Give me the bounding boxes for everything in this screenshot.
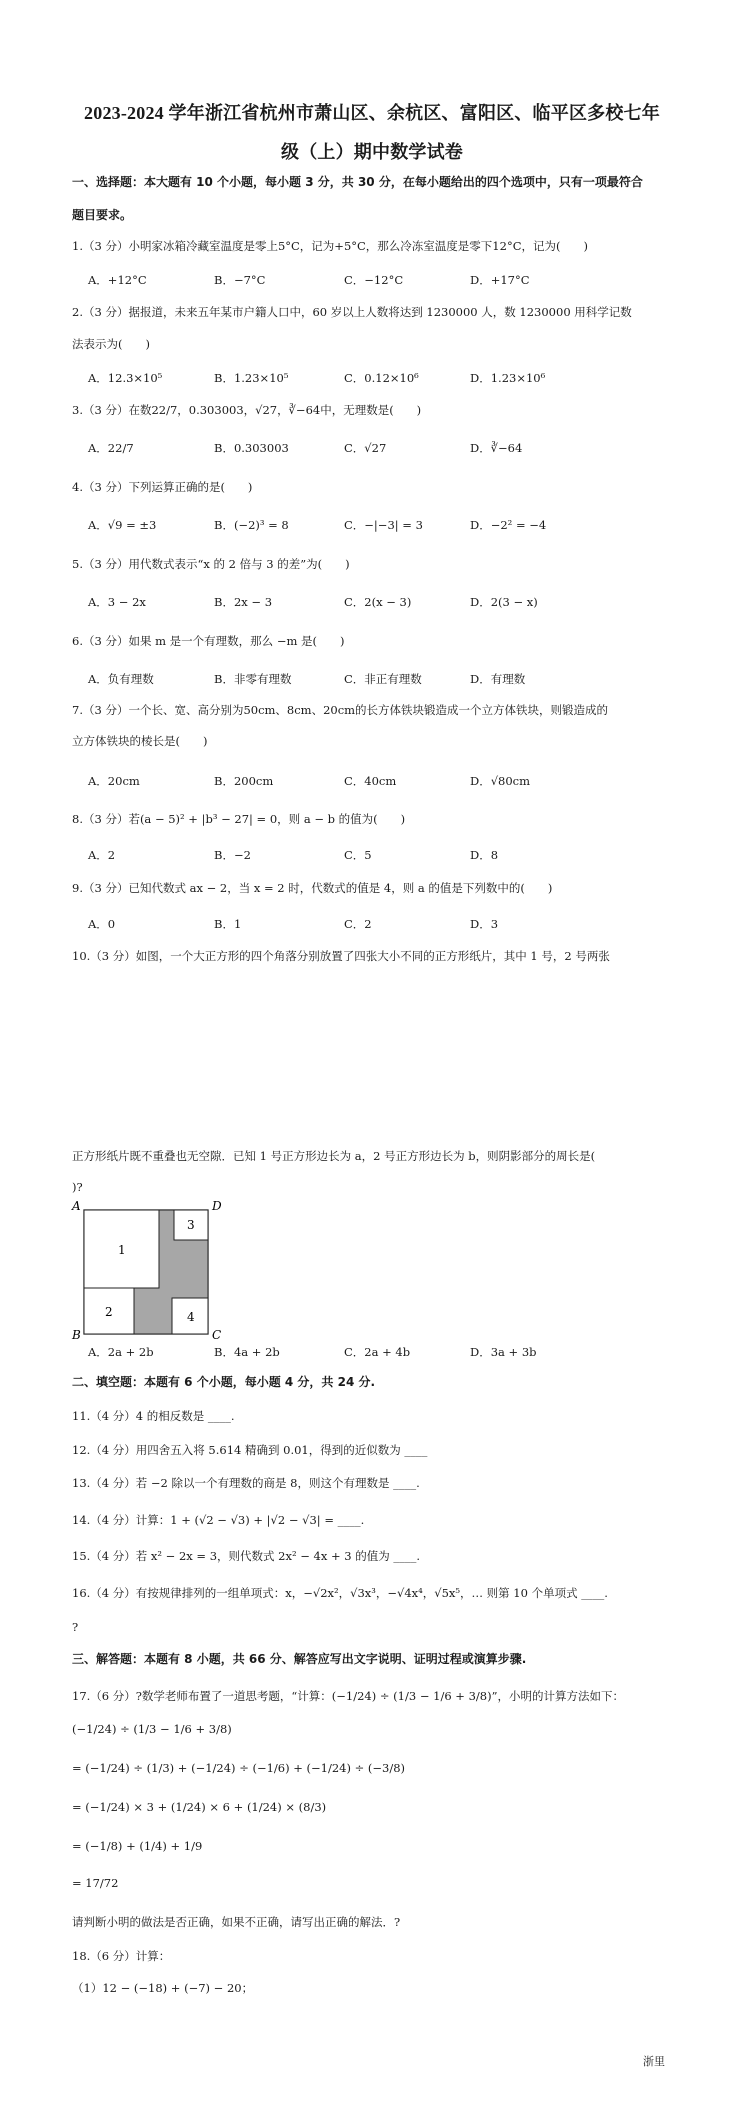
q10-option-b: B．4a + 2b xyxy=(214,1345,280,1359)
q9-option-b: B．1 xyxy=(214,917,242,931)
q8-option-a: A．2 xyxy=(88,848,116,862)
q6-option-d: D．有理数 xyxy=(470,672,526,686)
q2-option-a: A．12.3×10⁵ xyxy=(88,371,163,385)
q9-option-a: A．0 xyxy=(88,917,116,931)
q17-step-3: = (−1/24) × 3 + (1/24) × 6 + (1/24) × (8/3) xyxy=(72,1800,327,1814)
q17-ask: 请判断小明的做法是否正确，如果不正确，请写出正确的解法．? xyxy=(72,1915,401,1929)
q4-stem: 4.（3 分）下列运算正确的是( ) xyxy=(72,480,253,494)
section-2-heading: 二、填空题：本题有 6 个小题，每小题 4 分，共 24 分. xyxy=(72,1375,376,1389)
q1-option-b: B．−7°C xyxy=(214,273,266,287)
q17-step-1: (−1/24) ÷ (1/3 − 1/6 + 3/8) xyxy=(72,1722,232,1736)
q6-option-b: B．非零有理数 xyxy=(214,672,292,686)
q9-stem: 9.（3 分）已知代数式 ax − 2，当 x = 2 时，代数式的值是 4，则 a 的值是下列数中的( ) xyxy=(72,881,553,895)
vertex-d: D xyxy=(212,1199,222,1213)
q8-option-d: D．8 xyxy=(470,848,499,862)
q4-option-b: B．(−2)³ = 8 xyxy=(214,518,289,532)
q3-option-c: C．√27 xyxy=(344,441,387,455)
q8-option-c: C．5 xyxy=(344,848,372,862)
q1-stem: 1.（3 分）小明家冰箱冷藏室温度是零上5°C，记为+5°C，那么冷冻室温度是零下12°C，记为( ) xyxy=(72,239,588,253)
section-1-heading-cont: 题目要求。 xyxy=(72,208,133,222)
q5-option-a: A．3 − 2x xyxy=(88,595,146,609)
label-2: 2 xyxy=(105,1305,113,1319)
q3-stem: 3.（3 分）在数22/7，0.303003，√27，∛−64中，无理数是( ) xyxy=(72,403,422,417)
q9-option-c: C．2 xyxy=(344,917,372,931)
q8-stem: 8.（3 分）若(a − 5)² + |b³ − 27| = 0，则 a − b 的值为( ) xyxy=(72,812,406,826)
vertex-b: B xyxy=(72,1328,81,1340)
vertex-a: A xyxy=(72,1199,81,1213)
q1-option-d: D．+17°C xyxy=(470,273,530,287)
exam-title-line1: 2023-2024 学年浙江省杭州市萧山区、余杭区、富阳区、临平区多校七年 xyxy=(84,103,660,123)
q4-option-c: C．−|−3| = 3 xyxy=(344,518,423,532)
q7-option-a: A．20cm xyxy=(88,774,140,788)
q10-option-c: C．2a + 4b xyxy=(344,1345,411,1359)
footer-mark: 浙里 xyxy=(643,2055,665,2068)
q4-option-d: D．−2² = −4 xyxy=(470,518,547,532)
vertex-c: C xyxy=(212,1328,222,1340)
q3-option-d: D．∛−64 xyxy=(470,441,523,455)
q17-step-4: = (−1/8) + (1/4) + 1/9 xyxy=(72,1839,203,1853)
q10-stem-end: )? xyxy=(72,1180,83,1194)
q8-option-b: B．−2 xyxy=(214,848,251,862)
q7-option-b: B．200cm xyxy=(214,774,274,788)
exam-title-line2: 级（上）期中数学试卷 xyxy=(281,142,463,162)
q5-option-d: D．2(3 − x) xyxy=(470,595,538,609)
q16-extra: ? xyxy=(72,1620,79,1634)
q3-option-b: B．0.303003 xyxy=(214,441,289,455)
label-3: 3 xyxy=(187,1218,195,1232)
q3-option-a: A．22/7 xyxy=(88,441,134,455)
q7-stem: 7.（3 分）一个长、宽、高分别为50cm、8cm、20cm的长方体铁块锻造成一个立方体铁块，则锻造成的 xyxy=(72,703,609,717)
q13-stem: 13.（4 分）若 −2 除以一个有理数的商是 8，则这个有理数是 ____. xyxy=(72,1476,420,1490)
q9-option-d: D．3 xyxy=(470,917,499,931)
q2-option-c: C．0.12×10⁶ xyxy=(344,371,419,385)
q10-stem-cont: 正方形纸片既不重叠也无空隙．已知 1 号正方形边长为 a，2 号正方形边长为 b，则阴影部分的周长是( xyxy=(72,1149,596,1163)
q2-option-b: B．1.23×10⁵ xyxy=(214,371,289,385)
label-4: 4 xyxy=(187,1310,195,1324)
q12-stem: 12.（4 分）用四舍五入将 5.614 精确到 0.01，得到的近似数为 ____ xyxy=(72,1443,428,1457)
q18-part-1: （1）12 − (−18) + (−7) − 20； xyxy=(72,1981,254,1995)
q7-option-c: C．40cm xyxy=(344,774,397,788)
section-3-heading: 三、解答题：本题有 8 小题，共 66 分、解答应写出文字说明、证明过程或演算步骤. xyxy=(72,1652,527,1666)
q10-stem: 10.（3 分）如图，一个大正方形的四个角落分别放置了四张大小不同的正方形纸片，其中 1 号，2 号两张 xyxy=(72,949,610,963)
q7-stem-cont: 立方体铁块的棱长是( ) xyxy=(72,734,208,748)
q10-option-d: D．3a + 3b xyxy=(470,1345,537,1359)
q5-option-b: B．2x − 3 xyxy=(214,595,273,609)
q2-stem-cont: 法表示为( ) xyxy=(72,337,150,351)
q16-stem: 16.（4 分）有按规律排列的一组单项式：x，−√2x²，√3x³，−√4x⁴，√5x⁵，… 则第 10 个单项式 ____. xyxy=(72,1586,608,1600)
label-1: 1 xyxy=(118,1243,126,1257)
q18-stem: 18.（6 分）计算： xyxy=(72,1949,171,1963)
q6-stem: 6.（3 分）如果 m 是一个有理数，那么 −m 是( ) xyxy=(72,634,345,648)
q10-square-figure xyxy=(70,1198,230,1340)
section-1-heading: 一、选择题：本大题有 10 个小题，每小题 3 分，共 30 分，在每小题给出的四个选项中，只有一项最符合 xyxy=(72,175,643,189)
q6-option-c: C．非正有理数 xyxy=(344,672,422,686)
q17-step-2: = (−1/24) ÷ (1/3) + (−1/24) ÷ (−1/6) + (−1/24) ÷ (−3/8) xyxy=(72,1761,406,1775)
q5-option-c: C．2(x − 3) xyxy=(344,595,412,609)
q11-stem: 11.（4 分）4 的相反数是 ____. xyxy=(72,1409,235,1423)
q7-option-d: D．√80cm xyxy=(470,774,531,788)
q2-stem: 2.（3 分）据报道，未来五年某市户籍人口中，60 岁以上人数将达到 1230000 人，数 1230000 用科学记数 xyxy=(72,305,632,319)
q14-stem: 14.（4 分）计算：1 + (√2 − √3) + |√2 − √3| = ____. xyxy=(72,1513,365,1527)
q17-step-5: = 17/72 xyxy=(72,1876,119,1890)
q1-option-c: C．−12°C xyxy=(344,273,404,287)
q17-stem: 17.（6 分）?数学老师布置了一道思考题，“计算：(−1/24) ÷ (1/3 − 1/6 + 3/8)”，小明的计算方法如下： xyxy=(72,1689,624,1703)
q1-option-a: A．+12°C xyxy=(88,273,147,287)
q15-stem: 15.（4 分）若 x² − 2x = 3，则代数式 2x² − 4x + 3 的值为 ____. xyxy=(72,1549,421,1563)
q10-option-a: A．2a + 2b xyxy=(88,1345,154,1359)
q5-stem: 5.（3 分）用代数式表示“x 的 2 倍与 3 的差”为( ) xyxy=(72,557,350,571)
q4-option-a: A．√9 = ±3 xyxy=(88,518,157,532)
q2-option-d: D．1.23×10⁶ xyxy=(470,371,546,385)
q6-option-a: A．负有理数 xyxy=(88,672,154,686)
